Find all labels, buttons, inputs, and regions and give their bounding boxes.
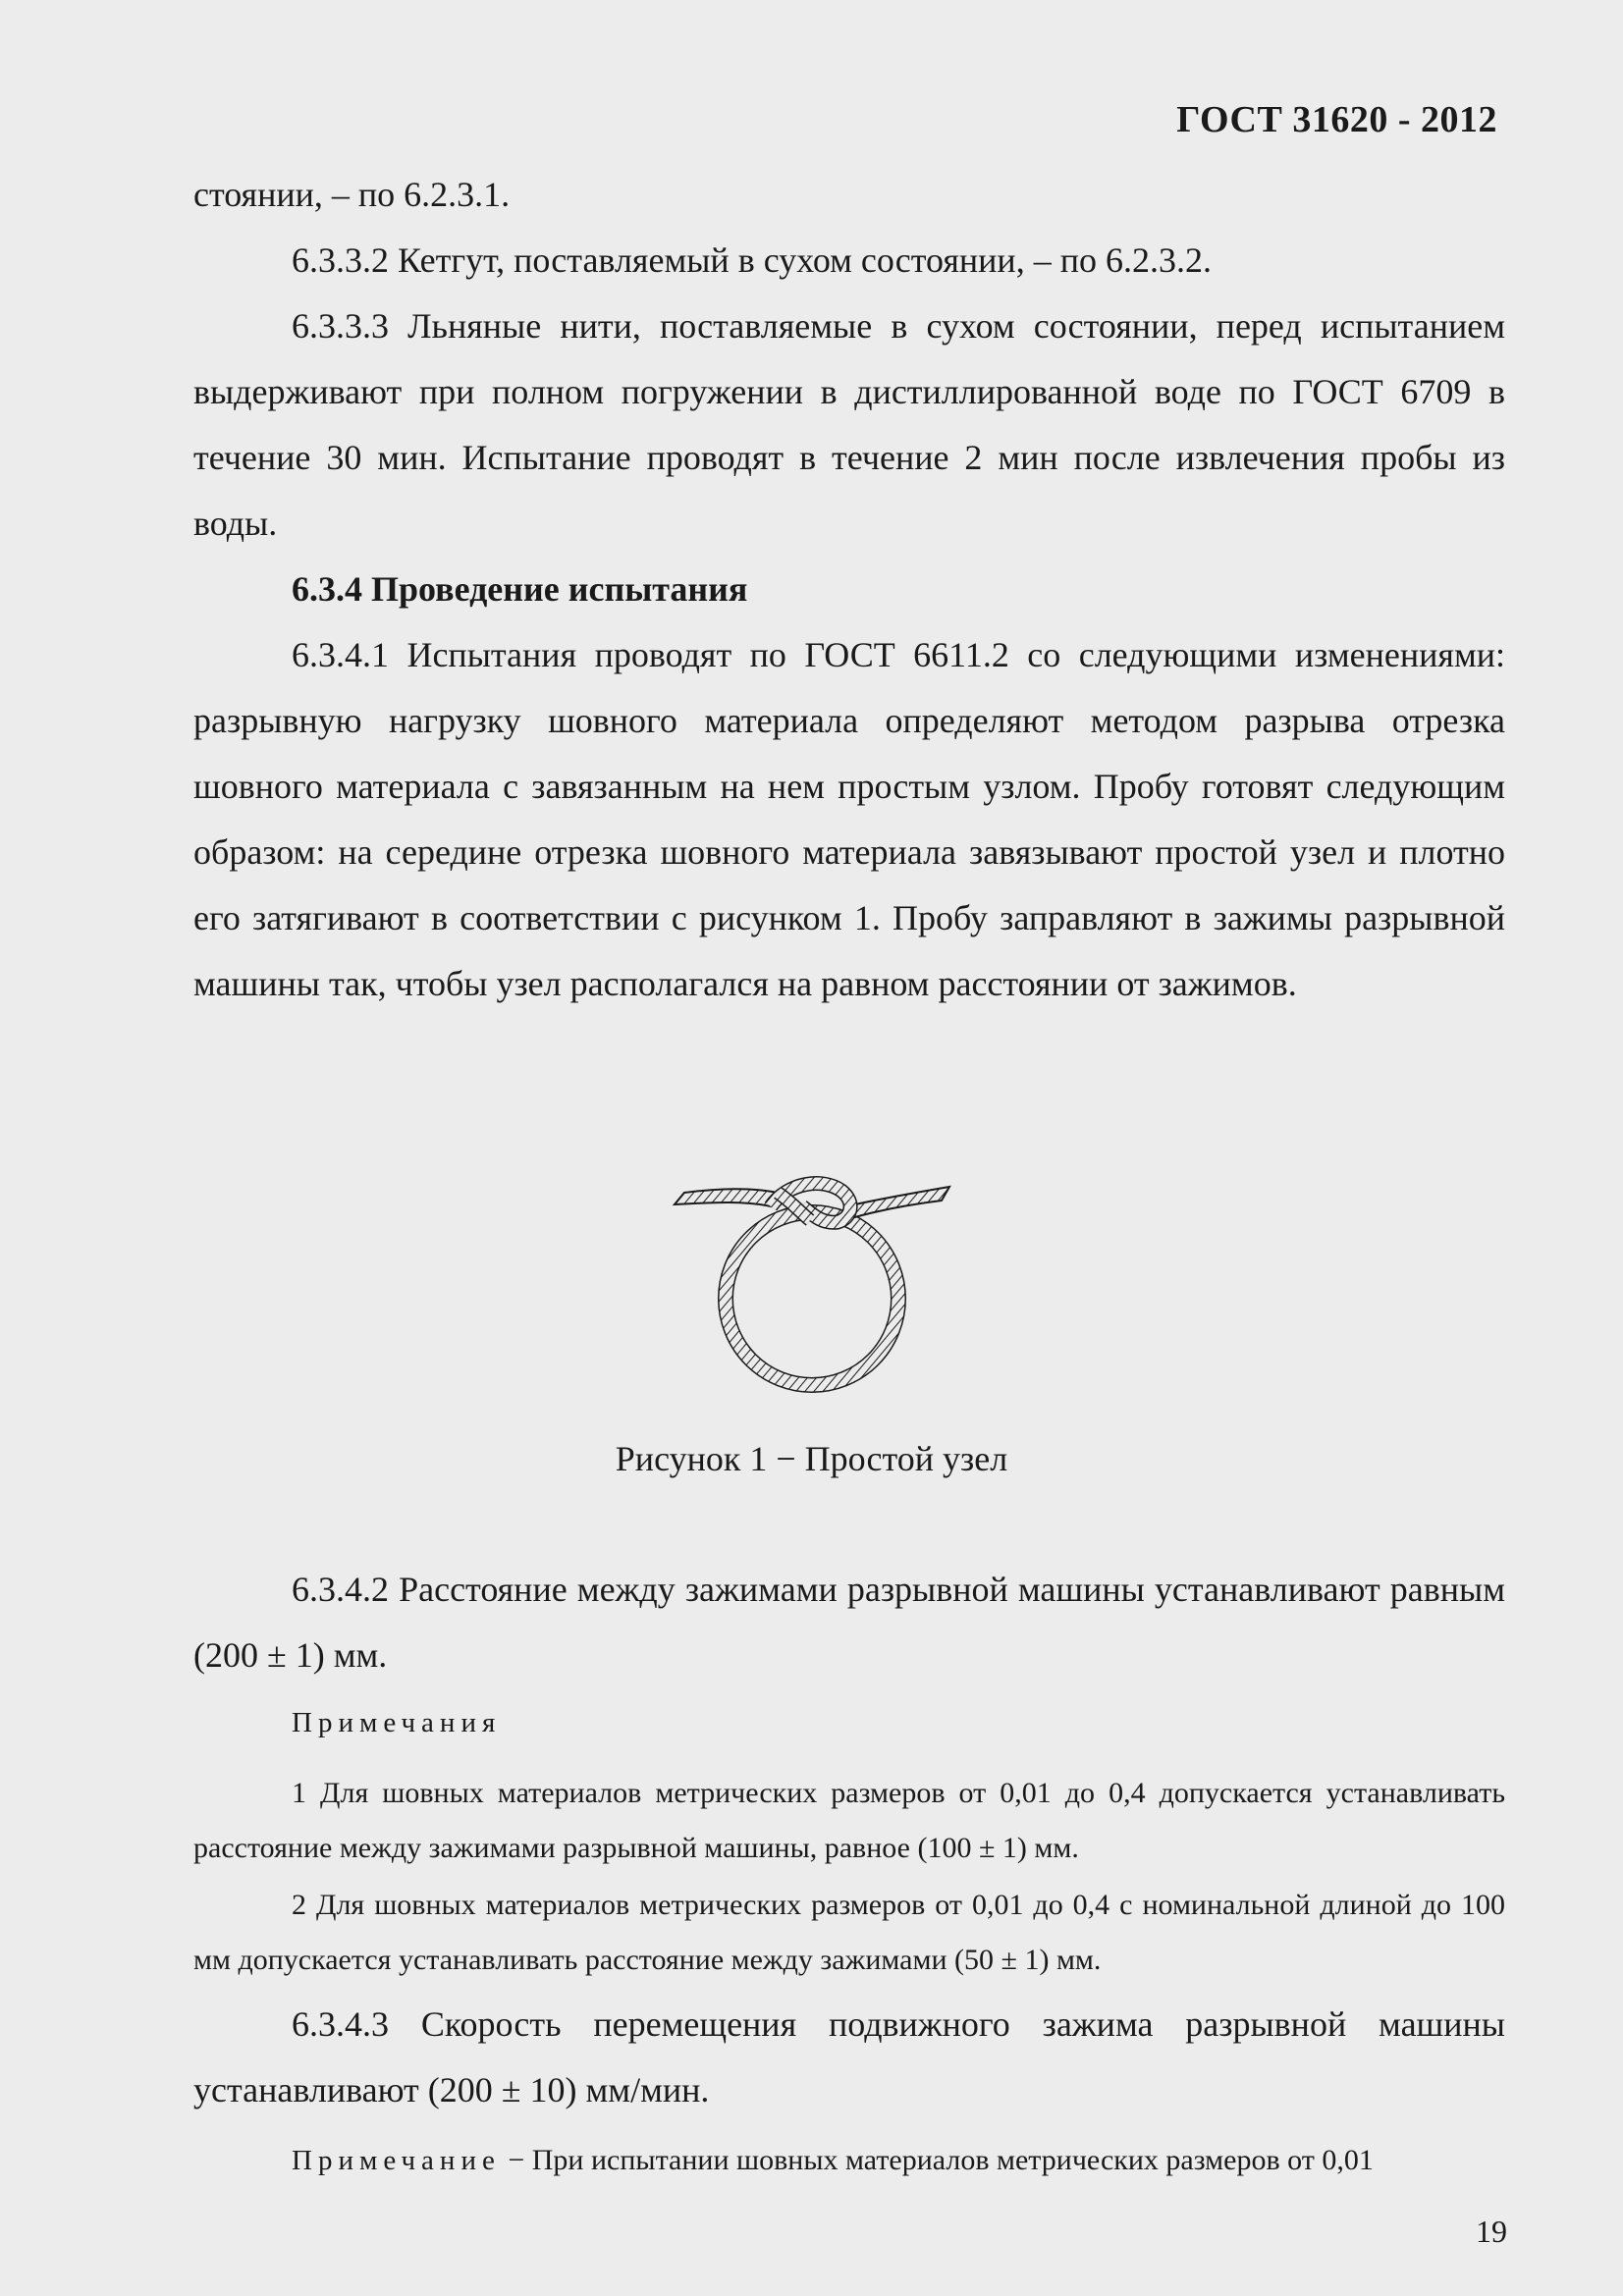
note-3-text: − При испытании шовных материалов метрических размеров от 0,01	[500, 2144, 1374, 2176]
notes-label: Примечания	[292, 1707, 502, 1738]
note-1: 1 Для шовных материалов метрических размеров от 0,01 до 0,4 допускается устанавливать расстояние между зажимами разрывной машины, равное (100 ± 1) мм.	[193, 1777, 1505, 1864]
document-code: ГОСТ 31620 - 2012	[1176, 99, 1497, 140]
paragraph-6-3-4-1: 6.3.4.1 Испытания проводят по ГОСТ 6611.2 со следующими изменениями: разрывную нагрузку шовного материала определяют методом разрыва отрезка шовного материала с завязанным на нем простым узлом. Пробу готовят следующим образом: на середине отрезка шовного материала завязывают простой узел и плотно его затягивают в соответствии с рисунком 1. Пробу заправляют в зажимы разрывной машины так, чтобы узел располагался на равном расстоянии от зажимов.	[193, 635, 1505, 1003]
paragraph-6-3-3-3: 6.3.3.3 Льняные нити, поставляемые в сухом состоянии, перед испытанием выдерживают при полном погружении в дистиллированной воде по ГОСТ 6709 в течение 30 мин. Испытание проводят в течение 2 мин после извлечения пробы из воды.	[193, 306, 1505, 543]
note-3	[193, 2133, 1505, 2188]
paragraph-continuation: стоянии, – по 6.2.3.1.	[193, 175, 511, 214]
figure-caption: Рисунок 1 − Простой узел	[615, 1439, 1008, 1478]
note-3-label: Примечание	[292, 2145, 501, 2176]
bottom-text-block	[193, 1557, 1505, 2188]
page-number: 19	[1476, 2214, 1507, 2249]
simple-knot-illustration	[655, 1163, 969, 1399]
top-text-block	[193, 162, 1505, 1017]
note-2: 2 Для шовных материалов метрических размеров от 0,01 до 0,4 с номинальной длиной до 100 мм допускается устанавливать расстояние между зажимами (50 ± 1) мм.	[193, 1889, 1505, 1976]
figure-1	[0, 1163, 1623, 1479]
section-heading-6-3-4: 6.3.4 Проведение испытания	[292, 569, 748, 609]
paragraph-6-3-4-3: 6.3.4.3 Скорость перемещения подвижного зажима разрывной машины устанавливают (200 ± 10) мм/мин.	[193, 2004, 1505, 2109]
paragraph-6-3-3-2: 6.3.3.2 Кетгут, поставляемый в сухом состоянии, – по 6.2.3.2.	[292, 240, 1212, 280]
paragraph-6-3-4-2: 6.3.4.2 Расстояние между зажимами разрывной машины устанавливают равным (200 ± 1) мм.	[193, 1570, 1505, 1675]
